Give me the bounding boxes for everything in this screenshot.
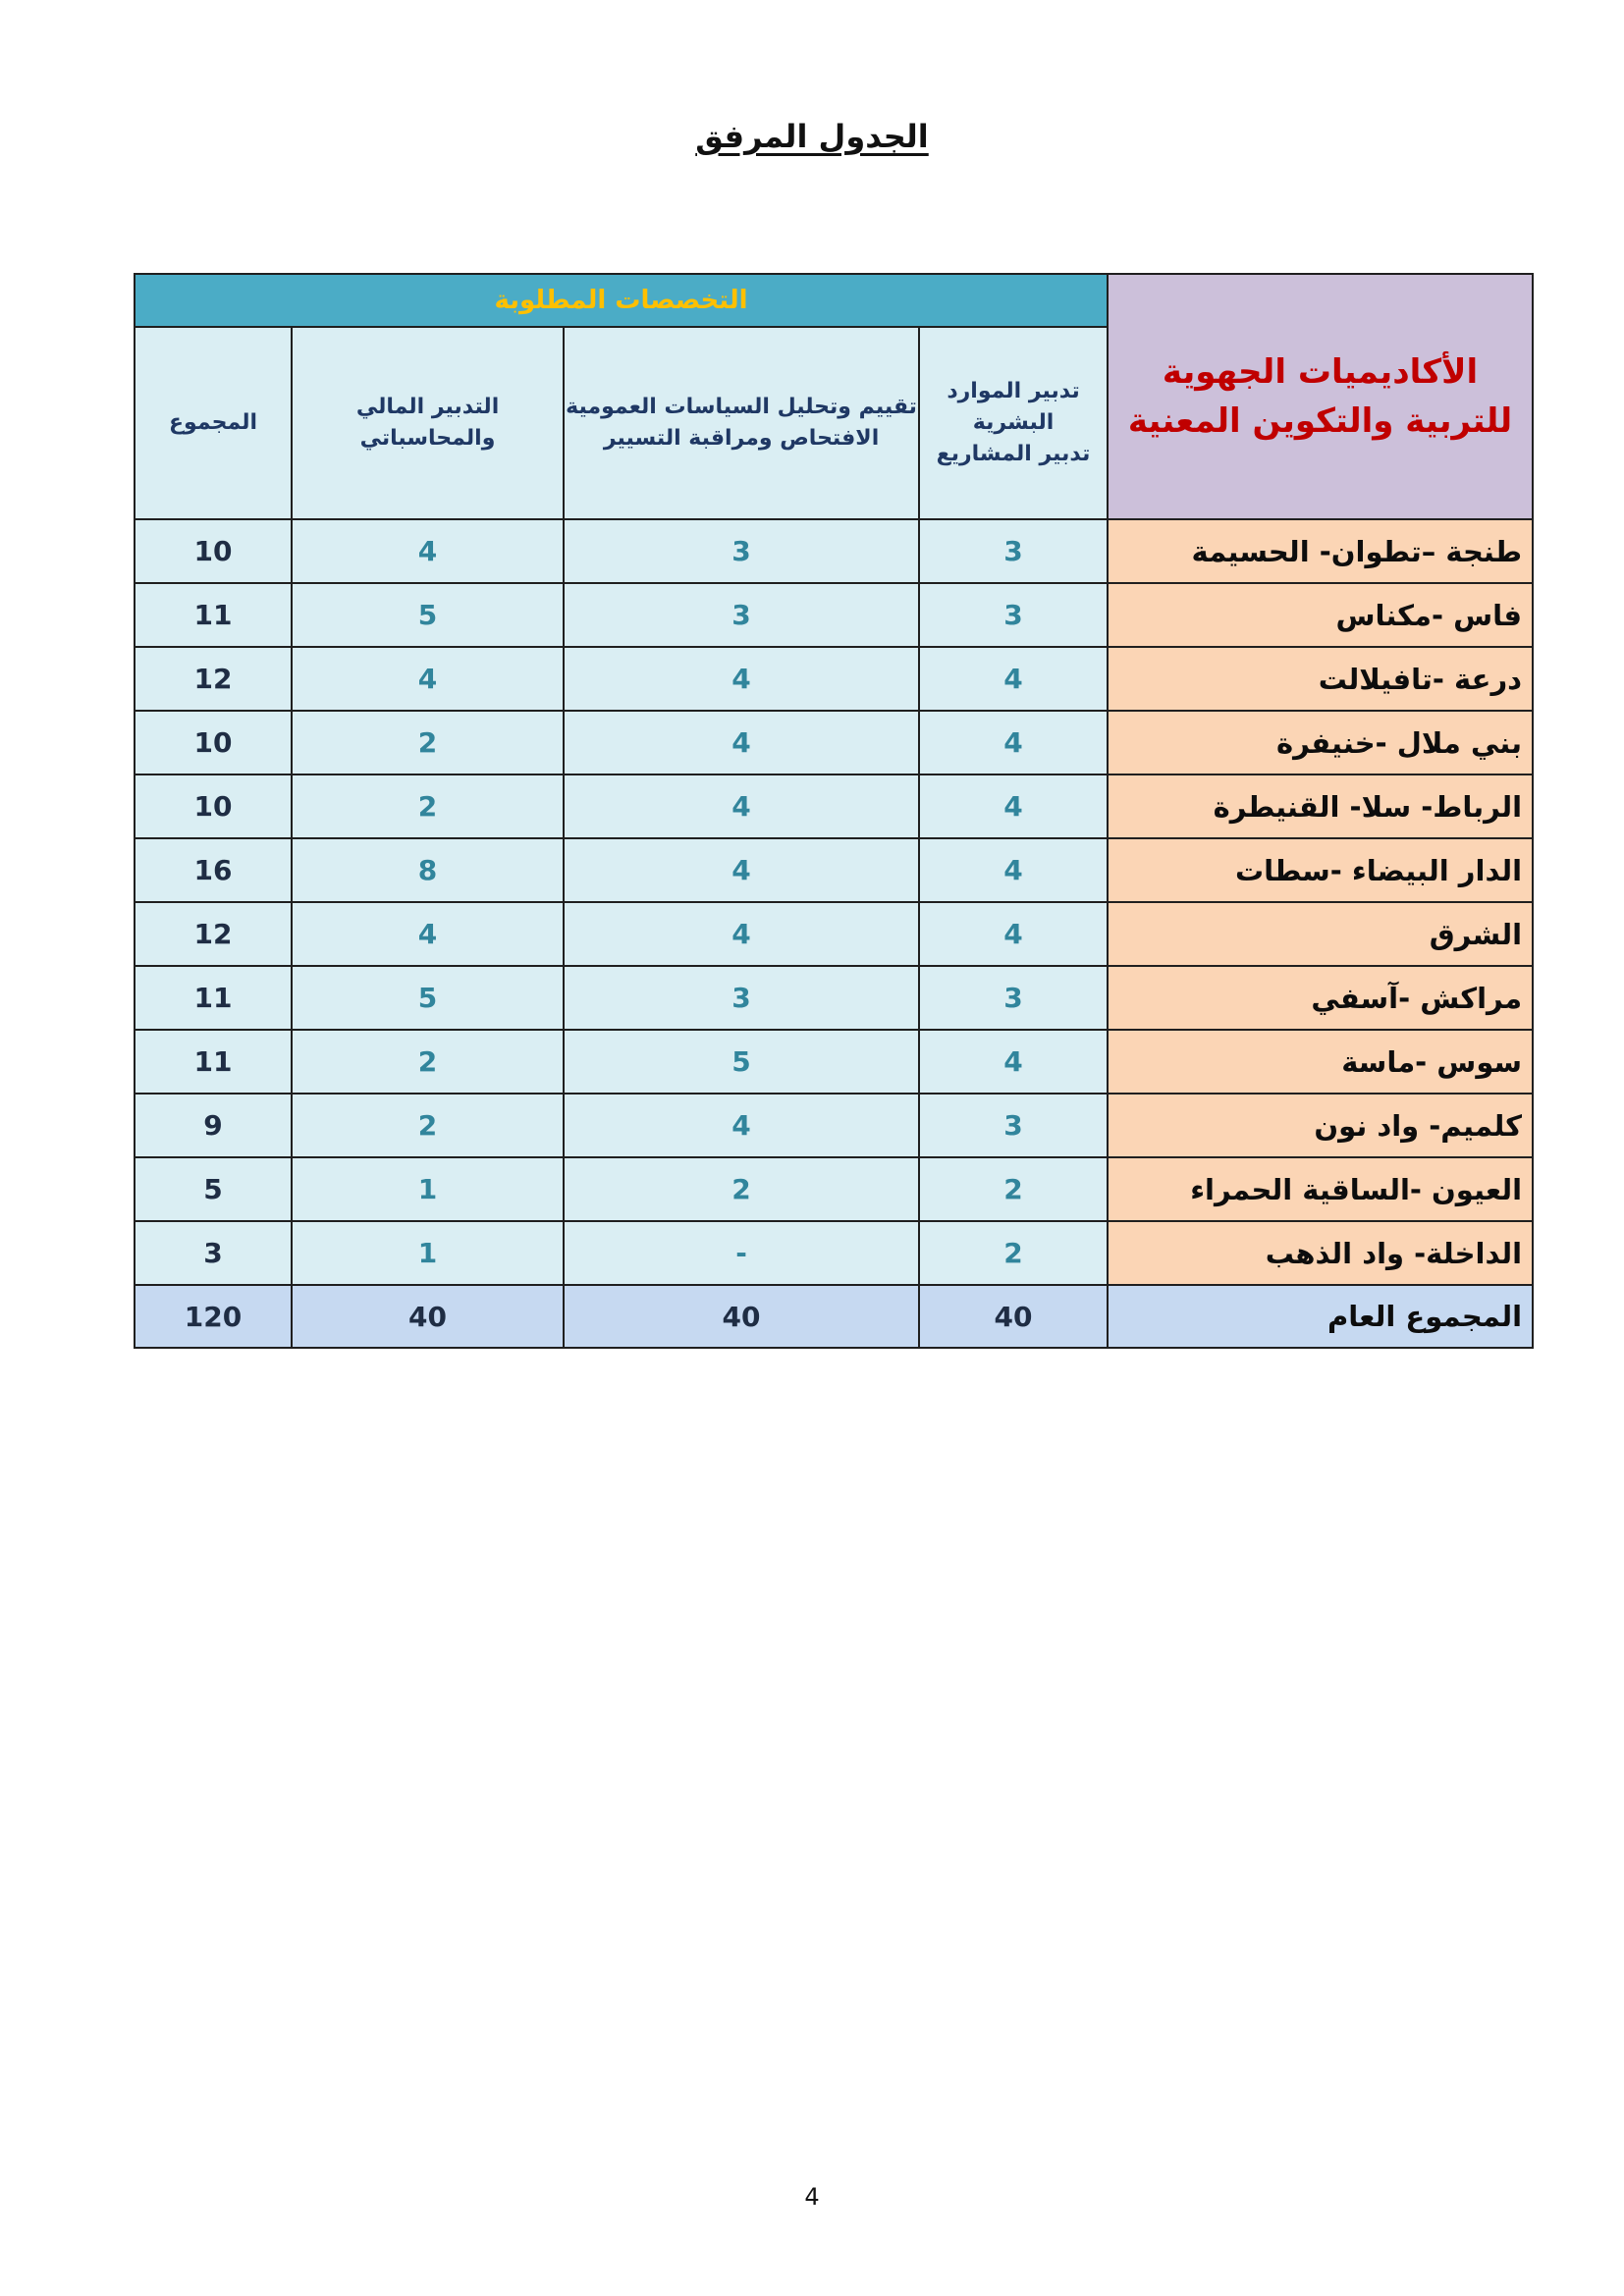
region-cell: بني ملال -خنيفرة [1108,711,1533,774]
evaluation-header-line-2: الافتحاص ومراقبة التسيير [603,426,880,452]
hr-cell: 3 [919,1094,1108,1157]
specialties-group-header: التخصصات المطلوبة [135,274,1108,327]
total-cell: 11 [135,966,292,1030]
hr-cell: 3 [919,583,1108,647]
finance-header-line-1: التدبير المالي [355,395,500,420]
evaluation-cell: 3 [564,583,919,647]
finance-cell: 1 [292,1157,564,1221]
evaluation-cell: 4 [564,838,919,902]
recruitment-table [134,273,1534,1349]
evaluation-header-line-1: تقييم وتحليل السياسات العمومية [566,395,917,420]
evaluation-cell: 2 [564,1157,919,1221]
evaluation-cell: 5 [564,1030,919,1094]
table-row [135,647,1533,711]
total-cell: 9 [135,1094,292,1157]
finance-cell: 2 [292,1030,564,1094]
table-row [135,966,1533,1030]
header-row-1 [135,274,1533,327]
hr-header-line-3: تدبير المشاريع [936,442,1091,467]
region-cell: الدار البيضاء -سطات [1108,838,1533,902]
total-cell: 10 [135,774,292,838]
total-cell: 3 [135,1221,292,1285]
total-cell: 12 [135,647,292,711]
hr-header-line-1: تدبير الموارد [947,379,1080,404]
region-cell: طنجة –تطوان- الحسيمة [1108,519,1533,583]
region-cell: العيون -الساقية الحمراء [1108,1157,1533,1221]
hr-cell: 3 [919,519,1108,583]
finance-cell: 2 [292,774,564,838]
region-cell: الداخلة- واد الذهب [1108,1221,1533,1285]
finance-cell: 4 [292,902,564,966]
hr-cell: 4 [919,774,1108,838]
region-cell: درعة -تافيلالت [1108,647,1533,711]
finance-cell: 4 [292,647,564,711]
total-cell: 11 [135,1030,292,1094]
finance-cell: 2 [292,711,564,774]
total-cell: 10 [135,711,292,774]
hr-cell: 4 [919,647,1108,711]
evaluation-cell: 3 [564,519,919,583]
table-row [135,711,1533,774]
finance-cell: 2 [292,1094,564,1157]
total-header: المجموع [135,327,292,519]
evaluation-cell: 4 [564,647,919,711]
table-row [135,774,1533,838]
table-row [135,1094,1533,1157]
total-cell: 12 [135,902,292,966]
region-cell: سوس -ماسة [1108,1030,1533,1094]
hr-cell: 4 [919,838,1108,902]
academies-header: الأكاديميات الجهوية للتربية والتكوين المعنية [1108,274,1533,519]
evaluation-header [564,327,919,519]
hr-cell: 2 [919,1221,1108,1285]
finance-cell: 5 [292,583,564,647]
total-cell: 5 [135,1157,292,1221]
hr-cell: 4 [919,902,1108,966]
finance-cell: 5 [292,966,564,1030]
evaluation-cell: 4 [564,711,919,774]
evaluation-cell: 3 [564,966,919,1030]
hr-cell: 3 [919,966,1108,1030]
hr-cell: 2 [919,1157,1108,1221]
finance-cell: 1 [292,1221,564,1285]
finance-header-line-2: والمحاسباتي [359,426,496,452]
total-cell: 10 [135,519,292,583]
recruitment-table-container [134,273,1532,1349]
total-cell: 11 [135,583,292,647]
table-row [135,838,1533,902]
region-cell: فاس -مكناس [1108,583,1533,647]
grand-total-row [135,1285,1533,1348]
grand-total-sum: 120 [135,1285,292,1348]
table-row [135,519,1533,583]
region-cell: كلميم- واد نون [1108,1094,1533,1157]
grand-total-finance: 40 [292,1285,564,1348]
region-cell: الشرق [1108,902,1533,966]
table-row [135,1157,1533,1221]
total-cell: 16 [135,838,292,902]
evaluation-cell: 4 [564,1094,919,1157]
evaluation-cell: - [564,1221,919,1285]
finance-cell: 8 [292,838,564,902]
grand-total-evaluation: 40 [564,1285,919,1348]
region-cell: مراكش -آسفي [1108,966,1533,1030]
hr-header-line-2: البشرية [972,410,1055,436]
page-number: 4 [804,2183,820,2211]
evaluation-cell: 4 [564,774,919,838]
finance-cell: 4 [292,519,564,583]
hr-cell: 4 [919,1030,1108,1094]
evaluation-cell: 4 [564,902,919,966]
document-title: الجدول المرفق [695,118,929,155]
grand-total-label: المجموع العام [1108,1285,1533,1348]
finance-header [292,327,564,519]
table-row [135,583,1533,647]
hr-header [919,327,1108,519]
table-row [135,902,1533,966]
table-row [135,1030,1533,1094]
region-cell: الرباط- سلا- القنيطرة [1108,774,1533,838]
grand-total-hr: 40 [919,1285,1108,1348]
hr-cell: 4 [919,711,1108,774]
table-row [135,1221,1533,1285]
